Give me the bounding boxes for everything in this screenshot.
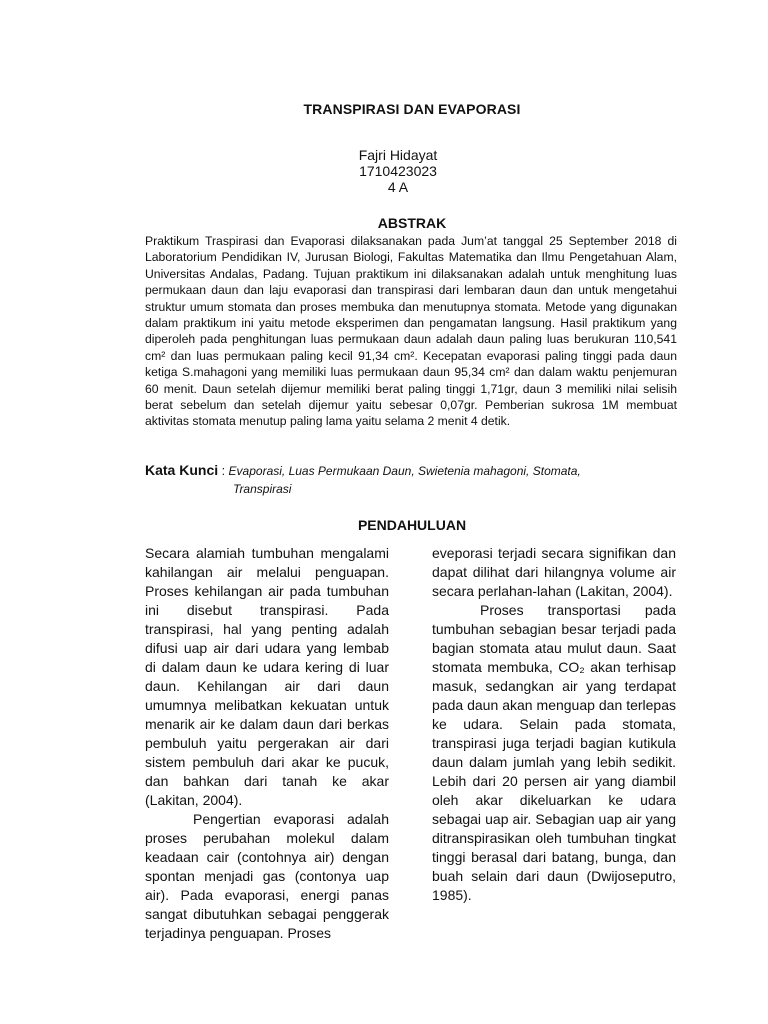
author-name: Fajri Hidayat bbox=[358, 147, 438, 163]
keywords-label: Kata Kunci bbox=[145, 462, 219, 478]
keywords-separator: : bbox=[218, 464, 229, 478]
section-heading-introduction: PENDAHULUAN bbox=[357, 517, 467, 533]
keywords-list: Evaporasi, Luas Permukaan Daun, Swietenia mahagoni, Stomata, bbox=[228, 464, 581, 478]
abstract-text: Praktikum Traspirasi dan Evaporasi dilaksanakan pada Jum’at tanggal 25 September 2018 di Laboratorium Pendidikan IV, Jurusan Biologi, Fakultas Matematika dan Ilmu Pengetahuan Alam, Universitas Andalas, Padang. Tujuan praktikum ini dilaksanakan adalah untuk menghitung luas permukaan daun dan laju evaporasi dan transpirasi dari lembaran daun dan untuk mengetahui struktur umum stomata dan proses membuka dan menutupnya stomata. Metode yang digunakan dalam praktikum ini yaitu metode eksperimen dan pengamatan langsung. Hasil praktikum yang diperoleh pada penghitungan luas permukaan daun adalah daun paling luas berukuran 110,541 cm² dan luas permukaan paling kecil 91,34 cm². Kecepatan evaporasi paling tinggi pada daun ketiga S.mahagoni yang memiliki luas permukaan daun 95,34 cm² dan dalam waktu penjemuran 60 menit. Daun setelah dijemur memiliki berat paling tinggi 1,71gr, daun 3 memiliki nilai selisih berat sebelum dan setelah dijemur yaitu sebesar 0,07gr. Pemberian sukrosa 1M membuat aktivitas stomata menutup paling lama yaitu selama 2 menit 4 detik. bbox=[145, 234, 677, 429]
keywords-block bbox=[145, 461, 685, 498]
keywords-list-continued: Transpirasi bbox=[233, 482, 292, 496]
keywords-line-2 bbox=[145, 480, 685, 498]
left-column bbox=[145, 544, 389, 943]
keywords-line-1 bbox=[145, 461, 685, 480]
author-group: 4 A bbox=[387, 179, 409, 195]
body-paragraph: eveporasi terjadi secara signifikan dan dapat dilihat dari hilangnya volume air secara perlahan-lahan (Lakitan, 2004). bbox=[432, 545, 676, 599]
right-column bbox=[432, 544, 676, 905]
body-paragraph: Pengertian evaporasi adalah proses perubahan molekul dalam keadaan cair (contohnya air) dengan spontan menjadi gas (contonya uap air). Pada evaporasi, energi panas sangat dibutuhkan sebagai penggerak terjadinya penguapan. Proses bbox=[145, 811, 389, 941]
author-block bbox=[0, 147, 768, 195]
body-paragraph: Secara alamiah tumbuhan mengalami kahilangan air melalui penguapan. Proses kehilangan air pada tumbuhan ini disebut transpirasi. Pada transpirasi, hal yang penting adalah difusi uap air dari udara yang lembab di dalam daun ke udara kering di luar daun. Kehilangan air dari daun umumnya melibatkan kekuatan untuk menarik air ke dalam daun dari berkas pembuluh yaitu pergerakan air dari sistem pembuluh dari akar ke pucuk, dan bahkan dari tanah ke akar (Lakitan, 2004). bbox=[145, 545, 389, 808]
paper-title: TRANSPIRASI DAN EVAPORASI bbox=[303, 101, 521, 117]
body-paragraph: Proses transportasi pada tumbuhan sebagian besar terjadi pada bagian stomata atau mulut daun. Saat stomata membuka, CO₂ akan terhisap masuk, sedangkan air yang terdapat pada daun akan menguap dan terlepas ke udara. Selain pada stomata, transpirasi juga terjadi bagian kutikula daun dalam jumlah yang lebih sedikit. Lebih dari 20 persen air yang diambil oleh akar dikeluarkan ke udara sebagai uap air. Sebagian uap air yang ditranspirasikan oleh tumbuhan tingkat tinggi berasal dari batang, bunga, dan buah selain dari daun (Dwijoseputro, 1985). bbox=[432, 602, 676, 903]
author-id: 1710423023 bbox=[359, 163, 437, 179]
abstract-heading: ABSTRAK bbox=[377, 215, 447, 231]
